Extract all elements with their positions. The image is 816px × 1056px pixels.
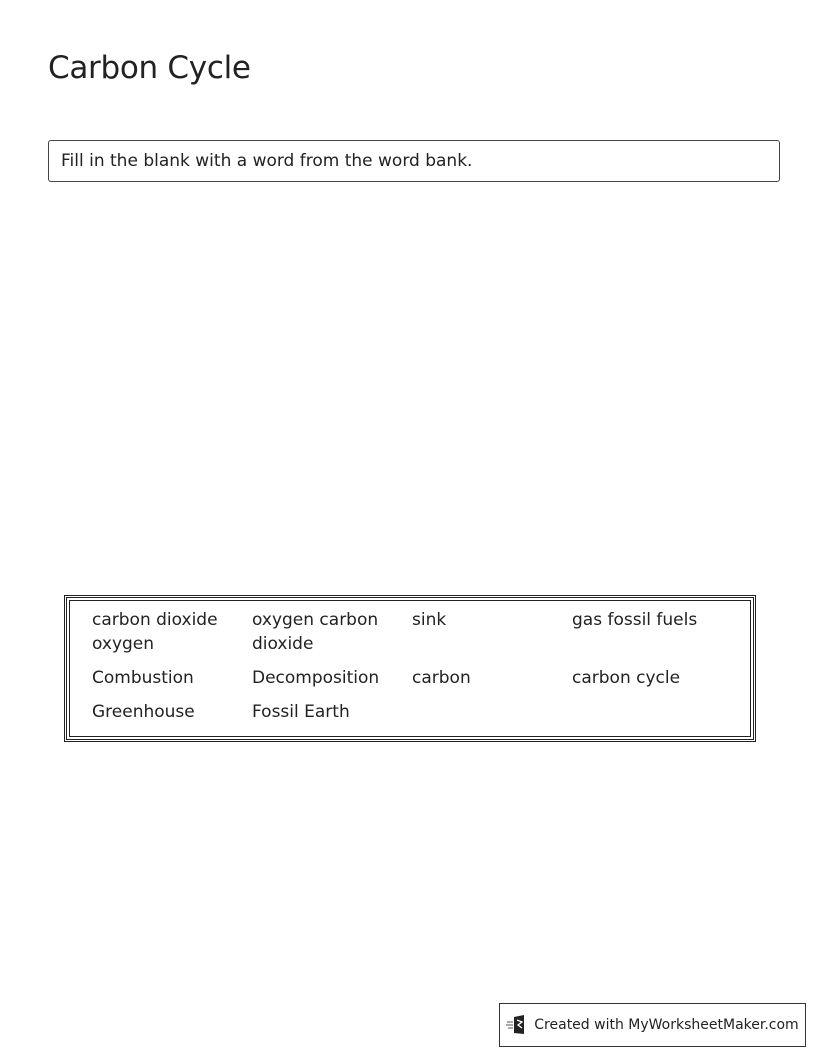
word-bank-item: sink [412,610,447,630]
word-bank-item: carbon [412,668,471,688]
word-bank [64,595,756,742]
word-bank-item: Fossil Earth [252,702,350,722]
word-bank-item: gas fossil fuels [572,610,698,630]
instructions-box: Fill in the blank with a word from the word bank. [48,140,780,182]
word-bank-item: Combustion [92,668,194,688]
word-bank-item: oxygen carbon dioxide [252,610,379,654]
footer-badge[interactable] [499,1003,806,1047]
word-bank-item: Greenhouse [92,702,195,722]
word-bank-item: Decomposition [252,668,380,688]
word-bank-item: carbon cycle [572,668,681,688]
page-title: Carbon Cycle [48,50,251,86]
word-bank-item: carbon dioxide oxygen [92,610,218,654]
word-bank-grid [92,608,732,724]
worksheet-maker-logo-icon [506,1014,528,1036]
footer-text: Created with MyWorksheetMaker.com [534,1017,799,1033]
